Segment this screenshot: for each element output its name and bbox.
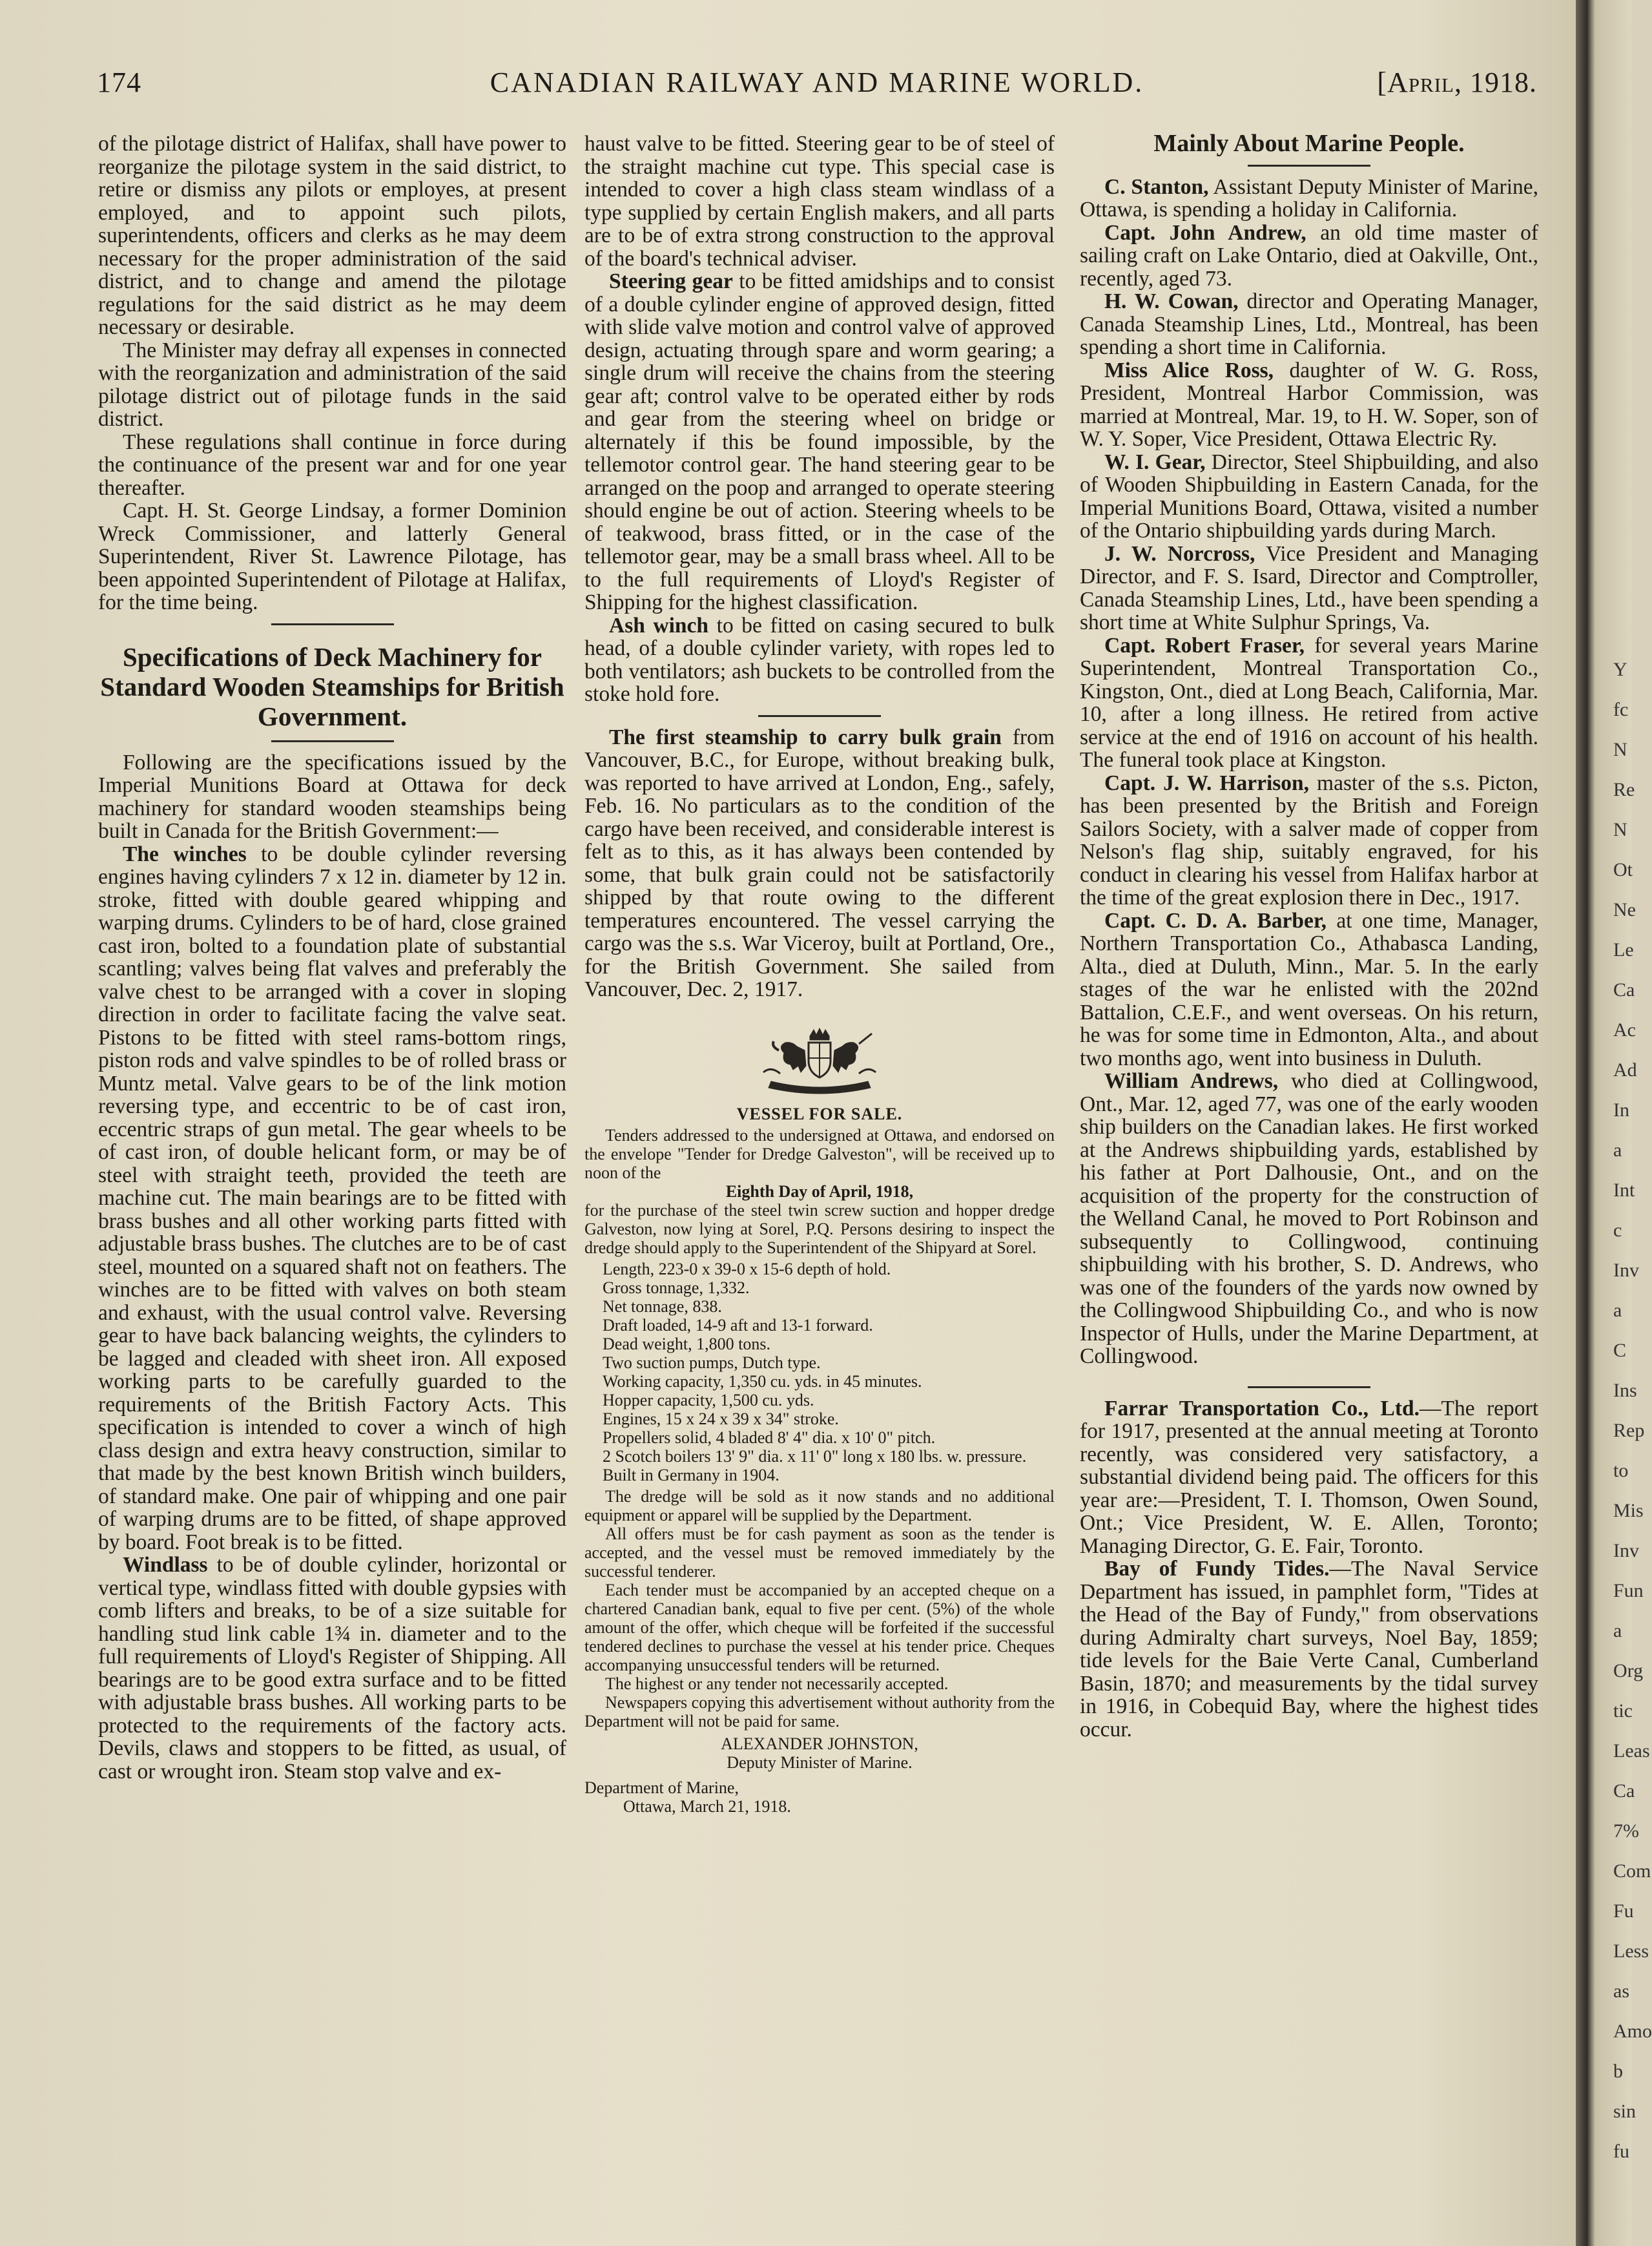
edge-fragment: 7%	[1613, 1820, 1639, 1842]
ad-heading: VESSEL FOR SALE.	[736, 1104, 903, 1123]
paragraph: Following are the specifications issued by the Imperial Munitions Board at Ottawa for deck machinery for standard wooden steamships being built in Canada for the British Government:—	[98, 750, 566, 843]
column-2	[584, 132, 1055, 1816]
ad-signer-title: Deputy Minister of Marine.	[727, 1752, 913, 1772]
people-item	[1080, 290, 1538, 359]
person-name: Miss Alice Ross,	[1104, 358, 1274, 382]
spec-item: Net tonnage, 838.	[603, 1296, 722, 1316]
person-text: daughter of W. G. Ross, President, Montreal Harbor Commission, was married at Montreal, Mar. 19, to H. W. Soper, son of W. Y. Soper, Vice President, Ottawa Electric Ry.	[1080, 358, 1539, 451]
edge-fragment: Ca	[1613, 1780, 1635, 1802]
column-1	[98, 132, 566, 1783]
person-text: at one time, Manager, Northern Transportation Co., Athabasca Landing, Alta., died at Duluth, Minn., Mar. 5. In the early stages of the war he enlisted with the 202nd Battalion, C.E.F., and went overseas. On his return, he was for some time in Edmonton, Alta., and about two months ago, went into business in Duluth.	[1080, 908, 1539, 1070]
run-in-head: Ash winch	[609, 613, 709, 638]
paragraph-text: —The Naval Service Department has issued, in pamphlet form, "Tides at the Head of the Bay of Fundy," from observations during Admiralty chart surveys, Noel Bay, 1859; tide levels for the Baie Verte Canal, Cumberland Basin, 1870; and measurements by the tidal survey in 1916, in Cobequid Bay, where the highest tides occur.	[1080, 1557, 1538, 1742]
edge-fragment: fc	[1613, 699, 1629, 720]
spec-item: Propellers solid, 4 bladed 8' 4" dia. x 10' 0" pitch.	[603, 1428, 936, 1447]
paragraph-winches	[98, 843, 566, 1554]
spec-item: Dead weight, 1,800 tons.	[603, 1334, 770, 1353]
edge-fragment: tic	[1613, 1700, 1633, 1721]
run-in-head: Steering gear	[609, 269, 733, 293]
edge-fragment: Mis	[1613, 1500, 1644, 1521]
paragraph: These regulations shall continue in force during the continuance of the present war and for one year thereafter.	[98, 430, 566, 500]
page-header	[97, 66, 1537, 105]
edge-fragment: a	[1613, 1139, 1622, 1161]
person-name: Capt. John Andrew,	[1104, 220, 1306, 245]
divider	[271, 623, 394, 625]
edge-fragment: a	[1613, 1300, 1622, 1321]
person-text: for several years Marine Superintendent, Montreal Transportation Co., Kingston, Ont., died at Long Beach, California, Mar. 10, after a long illness. He retired from active service at the end of 1916 on account of his health. The funeral took place at Kingston.	[1080, 633, 1538, 772]
edge-fragment: N	[1613, 819, 1627, 840]
person-name: H. W. Cowan,	[1104, 289, 1239, 313]
ad-paragraph: The highest or any tender not necessarily accepted.	[605, 1674, 949, 1693]
person-text: an old time master of sailing craft on Lake Ontario, died at Oakville, Ont., recently, aged 73.	[1080, 220, 1539, 291]
paragraph: Capt. H. St. George Lindsay, a former Dominion Wreck Commissioner, and latterly General Superintendent, River St. Lawrence Pilotage, has been appointed Superintendent of Pilotage at Halifax, for the time being.	[98, 499, 566, 614]
divider	[1248, 1386, 1370, 1388]
ad-paragraph: Each tender must be accompanied by an accepted cheque on a chartered Canadian bank, equal to five per cent. (5%) of the whole amount of the offer, which cheque will be forfeited if the successful tendered declines to purchase the vessel at his tender price. Cheques accompanying unsuccessful tenders will be returned.	[584, 1580, 1055, 1674]
people-list	[1080, 176, 1538, 1368]
spec-item: Gross tonnage, 1,332.	[603, 1278, 750, 1297]
edge-fragment: Ot	[1613, 859, 1633, 880]
paragraph-text: from Vancouver, B.C., for Europe, without breaking bulk, was reported to have arrived at London, Eng., safely, Feb. 16. No particulars as to the condition of the cargo have been received, and considerable interest is felt as to this, as it has always been contended by some, that bulk grain could not be satisfactorily shipped by that route owing to the different temperatures encountered. The vessel carrying the cargo was the s.s. War Viceroy, built at Portland, Ore., for the British Government. She sailed from Vancouver, Dec. 2, 1917.	[584, 725, 1055, 1001]
spec-item: Engines, 15 x 24 x 39 x 34" stroke.	[603, 1409, 839, 1428]
person-name: Capt. J. W. Harrison,	[1104, 771, 1310, 795]
royal-coat-of-arms-icon	[584, 1027, 1055, 1102]
paragraph: of the pilotage district of Halifax, shall have power to reorganize the pilotage system in the said district, to retire or dismiss any pilots or employes, at present employed, and to appoint such pilots, superintendents, officers and clerks as he may deem necessary for the proper administration of the said district, and to change and amend the pilotage regulations for the said district as he may deem necessary or desirable.	[98, 132, 566, 339]
edge-fragment: sin	[1613, 2101, 1637, 2122]
edge-fragment: Ad	[1613, 1059, 1637, 1081]
person-text: who died at Collingwood, Ont., Mar. 12, aged 77, was one of the early wooden ship builders on the Canadian lakes. He first worked at the Andrews shipbuilding yards, established by his father at Port Dalhousie, Ont., and on the acquisition of the property for the construction of the Welland Canal, he moved to Port Robinson and subsequently to Collingwood, continuing shipbuilding with his brother, S. D. Andrews, who was one of the founders of the yards now owned by the Collingwood Shipbuilding Co., and who is now Inspector of Hulls, under the Marine Department, at Collingwood.	[1080, 1069, 1538, 1368]
edge-fragment: Ca	[1613, 979, 1635, 1001]
paragraph-text: to be fitted amidships and to consist of a double cylinder engine of approved design, fitted with slide valve motion and control valve of approved design, actuating through spare and worm gearing; a single drum will receive the chains from the steering gear aft; control valve to be operated either by rods and gear from the steering wheel on bridge or alternately if this be found impossible, by the tellemotor control gear. The hand steering gear to be arranged on the poop and arranged to operate steering should engine be out of action. Steering wheels to be of teakwood, brass fitted, or in the case of the tellemotor gear, may be a small brass wheel. All to be to the full requirements of Lloyd's Register of Shipping for the highest classification.	[584, 269, 1055, 614]
paragraph-windlass	[98, 1554, 566, 1783]
dredge-spec-list	[603, 1260, 1055, 1484]
people-item	[1080, 1070, 1538, 1368]
spec-item: 2 Scotch boilers 13' 9" dia. x 11' 0" long x 180 lbs. w. pressure.	[603, 1446, 1027, 1466]
ad-deadline: Eighth Day of April, 1918,	[725, 1181, 914, 1201]
edge-fragment: Ins	[1613, 1380, 1637, 1401]
issue-date: [April, 1918.	[1377, 67, 1537, 98]
edge-fragment: Inv	[1613, 1260, 1639, 1281]
edge-fragment: a	[1613, 1620, 1622, 1641]
people-item	[1080, 772, 1538, 910]
ad-department: Department of Marine,	[584, 1778, 739, 1797]
ad-purpose: for the purchase of the steel twin screw suction and hopper dredge Galveston, now lying at Sorel, P.Q. Persons desiring to inspect the dredge should apply to the Superintendent of the Shipyard at Sorel.	[584, 1200, 1055, 1257]
spec-item: Working capacity, 1,350 cu. yds. in 45 minutes.	[603, 1371, 922, 1391]
run-in-head: Windlass	[123, 1553, 208, 1577]
ad-place-date: Ottawa, March 21, 1918.	[623, 1796, 791, 1816]
edge-fragment: Com	[1613, 1860, 1651, 1882]
people-item	[1080, 543, 1538, 634]
spec-item: Draft loaded, 14-9 aft and 13-1 forward.	[603, 1315, 873, 1335]
ad-paragraph: Newspapers copying this advertisement without authority from the Department will not be paid for same.	[584, 1692, 1055, 1731]
person-text: Assistant Deputy Minister of Marine, Ottawa, is spending a holiday in California.	[1080, 174, 1538, 222]
edge-fragment: as	[1613, 1981, 1629, 2002]
edge-fragment: Re	[1613, 779, 1635, 800]
article-heading-marine-people: Mainly About Marine People.	[1153, 130, 1465, 157]
edge-fragment: Fu	[1613, 1900, 1634, 1922]
paragraph-steering	[584, 270, 1055, 614]
paragraph-bulk-grain	[584, 726, 1055, 1001]
divider	[758, 715, 881, 717]
page-number: 174	[97, 67, 141, 98]
paragraph-text: —The report for 1917, presented at the annual meeting at Toronto recently, was considered very satisfactory, a substantial dividend being paid. The officers for this year are:—President, T. I. Thomson, Owen Sound, Ont.; Vice President, W. E. Allen, Toronto; Managing Director, G. E. Fair, Toronto.	[1080, 1396, 1538, 1558]
spec-item: Built in Germany in 1904.	[603, 1465, 780, 1484]
edge-fragment: fu	[1613, 2141, 1629, 2162]
person-name: Capt. Robert Fraser,	[1104, 633, 1305, 658]
vessel-for-sale-advertisement	[584, 1027, 1055, 1816]
edge-fragment: In	[1613, 1099, 1629, 1121]
paragraph-text: to be fitted on casing secured to bulk head, of a double cylinder variety, with ropes led to both ventilators; ash buckets to be controlled from the stoke hold fore.	[584, 613, 1055, 706]
run-in-head: Bay of Fundy Tides.	[1104, 1557, 1330, 1581]
edge-fragment: Inv	[1613, 1540, 1639, 1561]
spec-item: Two suction pumps, Dutch type.	[603, 1353, 821, 1372]
divider	[271, 740, 394, 742]
run-in-head: Farrar Transportation Co., Ltd.	[1104, 1396, 1420, 1420]
column-3	[1080, 132, 1538, 1741]
spec-item: Hopper capacity, 1,500 cu. yds.	[603, 1390, 814, 1409]
edge-fragment: Leas	[1613, 1740, 1650, 1762]
person-name: W. I. Gear,	[1104, 450, 1206, 474]
person-name: J. W. Norcross,	[1104, 541, 1255, 566]
paragraph-text: to be double cylinder reversing engines having cylinders 7 x 12 in. diameter by 12 in. stroke, fitted with double geared whipping and warping drums. Cylinders to be of hard, close grained cast iron, bolted to a foundation plate of substantial scantling; valves being flat valves and preferably the valve chest to be arranged with a cover in sloping direction in order to facilitate facing the valve seat. Pistons to be fitted with steel rams-bottom rings, piston rods and valve spindles to be of rolled brass or Muntz metal. Valve gears to be of the link motion reversing type, and eccentric to be of cast iron, eccentric straps of gun metal. The gear wheels to be of cast iron, of double helicant form, or may be of steel with straight teeth, provided the teeth are machine cut. The main bearings are to be fitted with brass bushes and all other working parts fitted with adjustable brass bushes. The clutches are to be of cast steel, mounted on a squared shaft not on feathers. The winches are to be fitted with valves on both steam and exhaust, with the usual control valve. Reversing gear to have back balancing weights, the cylinders to be lagged and cleaded with sheet iron. All exposed working parts to be carefully guarded to the requirements of the British Factory Acts. This specification is intended to cover a winch of high class design and extra heavy construction, similar to that made by the best known British winch builders, of standard make. One pair of whipping and one pair of warping drums are to be fitted, of shape approved by board. Foot break is to be fitted.	[98, 842, 566, 1554]
edge-fragment: to	[1613, 1460, 1629, 1481]
article-heading-deck-machinery: Specifications of Deck Machinery for Standard Wooden Steamships for British Government.	[100, 641, 564, 731]
spec-item: Length, 223-0 x 39-0 x 15-6 depth of hold.	[603, 1259, 891, 1278]
run-in-head: The winches	[123, 842, 247, 866]
edge-fragment: Y	[1613, 659, 1627, 680]
paragraph-fundy	[1080, 1557, 1538, 1741]
paragraph-farrar	[1080, 1397, 1538, 1558]
run-in-head: The first steamship to carry bulk grain	[609, 725, 1002, 749]
people-item	[1080, 176, 1538, 222]
edge-fragment: Le	[1613, 939, 1634, 961]
edge-fragment: c	[1613, 1220, 1622, 1241]
edge-fragment: Less	[1613, 1940, 1649, 1962]
person-text: Vice President and Managing Director, and F. S. Isard, Director and Comptroller, Canada Steamship Lines, Ltd., have been spending a short time at White Sulphur Springs, Va.	[1080, 541, 1538, 634]
ad-intro: Tenders addressed to the undersigned at Ottawa, and endorsed on the envelope "Tender for Dredge Galveston", will be received up to noon of the	[584, 1125, 1055, 1182]
edge-fragment: C	[1613, 1340, 1627, 1361]
ad-paragraph: All offers must be for cash payment as soon as the tender is accepted, and the vessel must be removed immediately by the successful tenderer.	[584, 1524, 1055, 1581]
people-item	[1080, 910, 1538, 1070]
people-item	[1080, 634, 1538, 772]
edge-fragment: Ac	[1613, 1019, 1636, 1041]
paragraph-ash-winch	[584, 614, 1055, 706]
people-item	[1080, 451, 1538, 543]
person-name: William Andrews,	[1104, 1069, 1279, 1093]
edge-fragment: Amo	[1613, 2021, 1652, 2042]
ad-paragraph: The dredge will be sold as it now stands and no additional equipment or apparel will be supplied by the Department.	[584, 1486, 1055, 1524]
paragraph: The Minister may defray all expenses in connected with the reorganization and administration of the said pilotage district out of pilotage funds in the said district.	[98, 338, 566, 431]
edge-fragment: Org	[1613, 1660, 1644, 1681]
facing-page-edge	[1576, 0, 1652, 2246]
edge-fragment: Int	[1613, 1180, 1635, 1201]
divider	[1248, 165, 1370, 167]
publication-title: CANADIAN RAILWAY AND MARINE WORLD.	[490, 67, 1144, 98]
people-item	[1080, 359, 1538, 451]
paragraph-text: to be of double cylinder, horizontal or vertical type, windlass fitted with double gypsies with comb lifters and breaks, to be of a size suitable for handling stud link cable 1¾ in. diameter and to the full requirements of Lloyd's Register of Shipping. All bearings are to be good extra surface and to be fitted with adjustable brass bushes. All working parts to be protected to the requirements of the factory acts. Devils, claws and stoppers to be fitted, as usual, of cast or wrought iron. Steam stop valve and ex-	[98, 1553, 566, 1783]
edge-fragment: Rep	[1613, 1420, 1645, 1441]
ad-signer: ALEXANDER JOHNSTON,	[721, 1734, 918, 1753]
person-text: master of the s.s. Picton, has been presented by the British and Foreign Sailors Society, with a salver made of copper from Nelson's flag ship, suitably engraved, for his conduct in clearing his vessel from Halifax harbor at the time of the great explosion there in Dec., 1917.	[1080, 771, 1538, 910]
edge-fragment: b	[1613, 2061, 1623, 2082]
person-name: Capt. C. D. A. Barber,	[1104, 908, 1327, 933]
edge-fragment: Ne	[1613, 899, 1636, 920]
person-text: director and Operating Manager, Canada Steamship Lines, Ltd., Montreal, has been spending a short time in California.	[1080, 289, 1538, 359]
person-name: C. Stanton,	[1104, 174, 1209, 199]
edge-fragment: Fun	[1613, 1580, 1644, 1601]
person-text: Director, Steel Shipbuilding, and also of Wooden Shipbuilding in Eastern Canada, for the Imperial Munitions Board, Ottawa, visited a number of the Ontario shipbuilding yards during March.	[1080, 450, 1538, 543]
edge-fragment: N	[1613, 739, 1627, 760]
people-item	[1080, 222, 1538, 291]
paragraph: haust valve to be fitted. Steering gear to be of steel of the straight machine cut type. This special case is intended to cover a high class steam windlass of a type supplied by certain English makers, and all parts are to be of extra strong construction to the approval of the board's technical adviser.	[584, 132, 1055, 271]
